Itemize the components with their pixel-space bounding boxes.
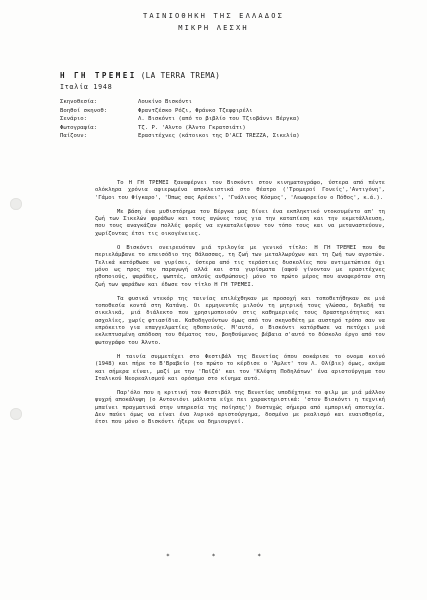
- paragraph: Το Η ΓΗ ΤΡΕΜΕΙ ξαναφέρνει τον Βισκόντι στον κινηματογράφο, ύστερα από πέντε ολόκληρα χρόνια αφιερωμένα αποκλειστικά στο θέατρο ('Τρομεροί Γονείς','Αντιγόνη', 'Γάμοι του Φίγκαρο', 'Όπως σας Αρέσει', 'Γυάλινος Κόσμος', 'Λεωφορείον ο Πόθος', κ.ά.).: [95, 180, 385, 201]
- film-title-original: (LA TERRA TREMA): [140, 71, 221, 80]
- credit-label: Παίζουν:: [60, 133, 87, 140]
- credit-row: [60, 107, 300, 116]
- film-title: [60, 71, 220, 80]
- credit-value: Ερασιτέχνες (κάτοικοι της D'ACI TREZZA, Σικελία): [138, 133, 300, 140]
- club-name: ΜΙΚΡΗ ΛΕΣΧΗ: [178, 24, 249, 32]
- paragraph: Ο Βισκόντι ονειρευόταν μιά τριλογία με γενικό τίτλο: Η ΓΗ ΤΡΕΜΕΙ που θα περιελάμβανε το επεισόδιο της θάλασσας, τη ζωή των μεταλλωρύχων και τη ζωή των αγροτών. Τελικά κατόρθωσε να γυρίσει, ύστερα από τις τεράστιες δυσκολίες που αντιμετώπισε όχι μόνο ως προς την παραγωγή αλλά και στα γυρίσματα (αφού γίνονταν με ερασιτέχνες ηθοποιούς, ψαράδες, ψωπτές, απλούς ανθρώπους) μόνο το πρώτο μέρος που αναφερόταν στη ζωή των ψαράδων και έδωσε τον τίτλο Η ΓΗ ΤΡΕΜΕΙ.: [95, 245, 385, 288]
- paragraph: Η ταινία συμμετέχει στο Φεστιβάλ της Βενετίας όπου σοκάρισε το ονομα κοινό (1948) και πήρε το Β'Βραβείο (το πρώτο το κέρδισε ο 'Άμλετ' του Λ. Ολίβιε) όμως, ακόμα και σήμερα είναι, μαζί με την 'Παϊζά' και τον 'Κλέφτη Ποδηλάτων' ένα αριστούργημα του Ιταλικού Νεορεαλισμού και ορόσημο στο κίνημα αυτό.: [95, 353, 385, 382]
- country-year: Ιταλία 1948: [60, 83, 113, 91]
- credit-value: Φραντζέσκο Ρόζι, Φράνκο Τζεφφιρέλι: [138, 107, 253, 114]
- body-text: [95, 180, 385, 434]
- credit-label: Σκηνοθεσία:: [60, 99, 98, 105]
- paragraph: Παρ'όλο που η κριτική του Φεστιβάλ της Βενετίας υποδέχτηκε το φιλμ με μιά μάλλον ψυχρή αποκάλυψη (ο Αντονιόνι μάλιστα είχε πει χαρακτηριστικά: 'στον Βισκόντι η τεχνική μπαίνει πραγματικά στην υπηρεσία της ποίησης') δυστυχώς σήμερα από εμπορική αποτυχία. Δεν παύει όμως να είναι ένα λυρικό αριστούργημα, δοσμένο με ρεαλισμό και ευαισθησία, έτσι που μόνο ο Βισκόντι ήξερε να δημιουργεί.: [95, 390, 385, 426]
- credit-label: Σενάριο:: [60, 116, 87, 123]
- punch-hole: [10, 408, 22, 420]
- star-mark: *: [211, 553, 216, 560]
- archive-name: ΤΑΙΝΙΟΘΗΚΗ ΤΗΣ ΕΛΛΑΔΟΣ: [142, 12, 285, 20]
- credit-row: [60, 98, 300, 107]
- end-marks: [0, 553, 427, 560]
- credit-label: Φωτογραφία:: [60, 124, 98, 131]
- credit-value: Λουκίνο Βισκόντι: [138, 99, 192, 105]
- credit-row: [60, 124, 300, 133]
- star-mark: *: [257, 553, 261, 560]
- credit-label: Βοηθοί σκηνοθ:: [60, 107, 108, 114]
- paragraph: Τα φυσικά ντεκόρ της ταινίας επιλέχθηκαν με προσοχή και τοποθετήθηκαν σε μιά τοποθεσία κοντά στη Κατάνη. Οι ερμηνευτές μιλούν τη μητρική τους γλώσσα, δηλαδή τα σικελικά, μιά διάλεκτο που χρησιμοποιούν στις καθημερινές τους δραστηριότητες και ασχολίες, χωρίς φτιασίδια. Καθοδηγούντων όμως από τον σκηνοθέτη με αυστηρό τρόπο σαν να επρόκειτο για επαγγελματίες ηθοποιούς. Μ'αυτό, ο Βισκόντι κατόρθωσε να πετύχει μιά εκλεπτυσμένη απόδοση του θέματος του, βοηθούμενος βέβαια σ'αυτό το δύσκολο έργο από τον φωτογράφο του Άλντο.: [95, 295, 385, 346]
- credit-value: Τζ. Ρ. 'Αλντο (Άλντο Γκρατσιάτι): [138, 124, 246, 131]
- credit-row: [60, 115, 300, 124]
- star-mark: *: [166, 553, 170, 560]
- credit-value: Λ. Βισκόντι (από το βιβλίο του Τζιοβάννι Βέργκα): [138, 116, 300, 123]
- paragraph: Με βάση ένα μυθιστόρημα του Βέργκα μας δίνει ένα εκπληκτικό ντοκουμέντο απ' τη ζωή των Σικελών ψαράδων και τους αγώνες τους για την καταπίεση και την εκμετάλλευση, που τους αναγκάζαν πολλές φορές να εγκαταλείψουν τον τόπο τους και να μεταναστεύουν, χωρίζοντας έτσι τις οικογένειες.: [95, 208, 385, 237]
- punch-hole: [10, 198, 22, 210]
- credits-block: [60, 98, 300, 141]
- credit-row: [60, 132, 300, 141]
- film-title-greek: Η ΓΗ ΤΡΕΜΕΙ: [60, 71, 137, 80]
